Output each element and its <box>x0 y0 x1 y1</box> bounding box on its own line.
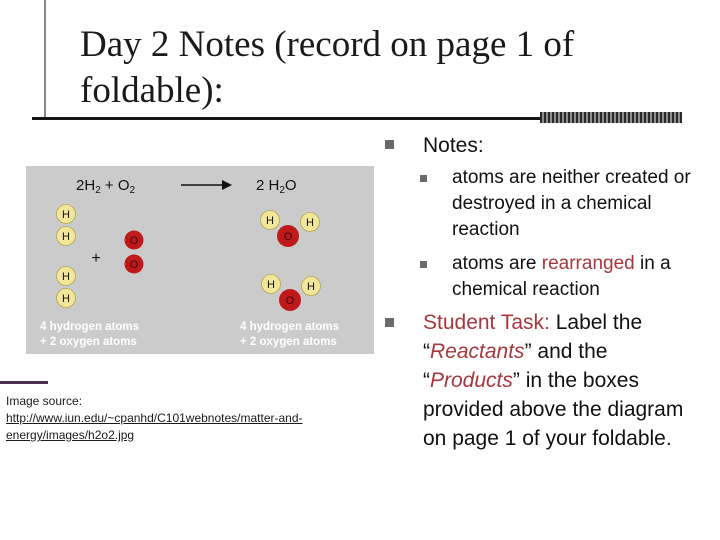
svg-text:O: O <box>129 259 139 271</box>
image-source-caption <box>6 393 366 444</box>
bullet-marker <box>420 261 427 268</box>
caption-label: Image source: <box>6 394 83 408</box>
svg-text:O: O <box>283 231 293 243</box>
left-equation: $2H_2 + O_2$ <box>76 177 136 196</box>
svg-text:H: H <box>62 271 70 283</box>
svg-text:O: O <box>129 235 139 247</box>
left-atom-count-line2: + 2 oxygen atoms <box>40 336 137 348</box>
plus-sign: + <box>91 250 101 267</box>
right-equation: 2 $H_2O$ <box>256 177 297 196</box>
image-source-link[interactable]: http://www.iun.edu/~cpanhd/C101webnotes/matter-and-energy/images/h2o2.jpg <box>6 411 303 442</box>
products-term: Products <box>430 369 513 392</box>
caption-rule <box>0 381 48 384</box>
title-left-bar <box>44 0 46 118</box>
svg-text:H: H <box>266 215 274 227</box>
right-atom-count-line1: 4 hydrogen atoms <box>240 321 340 333</box>
left-atom-count-line1: 4 hydrogen atoms <box>40 321 140 333</box>
title-underline-accent <box>540 112 682 123</box>
rearranged-highlight: rearranged <box>541 253 635 274</box>
svg-text:H: H <box>306 217 314 229</box>
bullet-marker <box>385 318 394 327</box>
note-item-1: atoms are neither created or destroyed in a chemical reaction <box>452 167 691 240</box>
student-task: Student Task: Label the “Reactants” and the “Products” in the boxes provided above the diagram on page 1 of your foldable. <box>423 311 684 450</box>
svg-text:H: H <box>62 293 70 305</box>
right-atom-count-line2: + 2 oxygen atoms <box>240 336 337 348</box>
svg-text:H: H <box>307 281 315 293</box>
svg-text:H: H <box>62 209 70 221</box>
bullet-marker <box>420 175 427 182</box>
reaction-diagram <box>26 166 374 354</box>
svg-text:H: H <box>62 231 70 243</box>
notes-heading: Notes: <box>423 134 484 157</box>
svg-text:H: H <box>267 279 275 291</box>
slide-title: Day 2 Notes (record on page 1 of foldable): <box>80 24 575 111</box>
note-item-2: atoms are rearranged in a chemical reaction <box>452 253 671 300</box>
title-underline <box>32 117 572 120</box>
student-task-label: Student Task: <box>423 311 550 334</box>
reactants-term: Reactants <box>430 340 525 363</box>
bullet-marker <box>385 140 394 149</box>
svg-text:O: O <box>285 295 295 307</box>
